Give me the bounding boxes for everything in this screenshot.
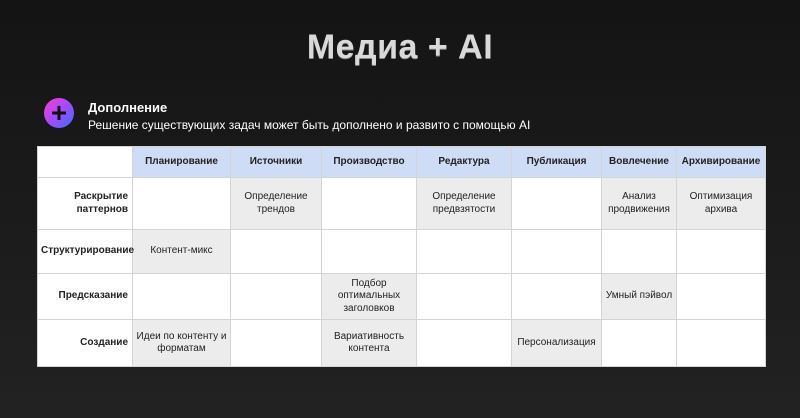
column-header: Вовлечение xyxy=(602,147,677,178)
table-cell xyxy=(322,230,417,274)
column-header: Архивирование xyxy=(677,147,766,178)
column-header: Публикация xyxy=(512,147,602,178)
table-cell: Вариативность контента xyxy=(322,320,417,367)
table-cell xyxy=(133,274,231,320)
section-subtitle: Решение существующих задач может быть дополнено и развито с помощью AI xyxy=(88,118,531,132)
table-cell: Подбор оптимальных заголовков xyxy=(322,274,417,320)
table-row xyxy=(38,274,766,320)
table-row xyxy=(38,230,766,274)
table-cell xyxy=(512,274,602,320)
header-row xyxy=(38,147,766,178)
table-cell xyxy=(417,230,512,274)
table-cell xyxy=(231,274,322,320)
ai-media-matrix xyxy=(37,146,766,367)
table-cell: Определение предвзятости xyxy=(417,178,512,230)
row-header: Структурирование xyxy=(38,230,133,274)
table-cell xyxy=(322,178,417,230)
table-cell xyxy=(512,230,602,274)
table-cell xyxy=(512,178,602,230)
table-cell xyxy=(231,320,322,367)
table-cell xyxy=(133,178,231,230)
table-cell xyxy=(417,274,512,320)
row-header: Раскрытие паттернов xyxy=(38,178,133,230)
table-cell xyxy=(677,320,766,367)
table-cell: Оптимизация архива xyxy=(677,178,766,230)
plus-icon xyxy=(44,98,74,128)
table-cell: Умный пэйвол xyxy=(602,274,677,320)
table-row xyxy=(38,320,766,367)
row-header: Предсказание xyxy=(38,274,133,320)
column-header: Редактура xyxy=(417,147,512,178)
table-cell: Идеи по контенту и форматам xyxy=(133,320,231,367)
column-header: Планирование xyxy=(133,147,231,178)
table-cell xyxy=(231,230,322,274)
table-cell: Определение трендов xyxy=(231,178,322,230)
table-cell: Персонализация xyxy=(512,320,602,367)
column-header: Производство xyxy=(322,147,417,178)
section-header xyxy=(44,96,764,136)
table-cell xyxy=(602,320,677,367)
table-cell xyxy=(677,230,766,274)
table-cell: Контент-микс xyxy=(133,230,231,274)
column-header: Источники xyxy=(231,147,322,178)
table-cell: Анализ продвижения xyxy=(602,178,677,230)
table-cell xyxy=(677,274,766,320)
table-cell xyxy=(417,320,512,367)
table-cell xyxy=(602,230,677,274)
corner-cell xyxy=(38,147,133,178)
table-row xyxy=(38,178,766,230)
row-header: Создание xyxy=(38,320,133,367)
section-title: Дополнение xyxy=(88,100,168,115)
page-title: Медиа + AI xyxy=(306,28,494,66)
